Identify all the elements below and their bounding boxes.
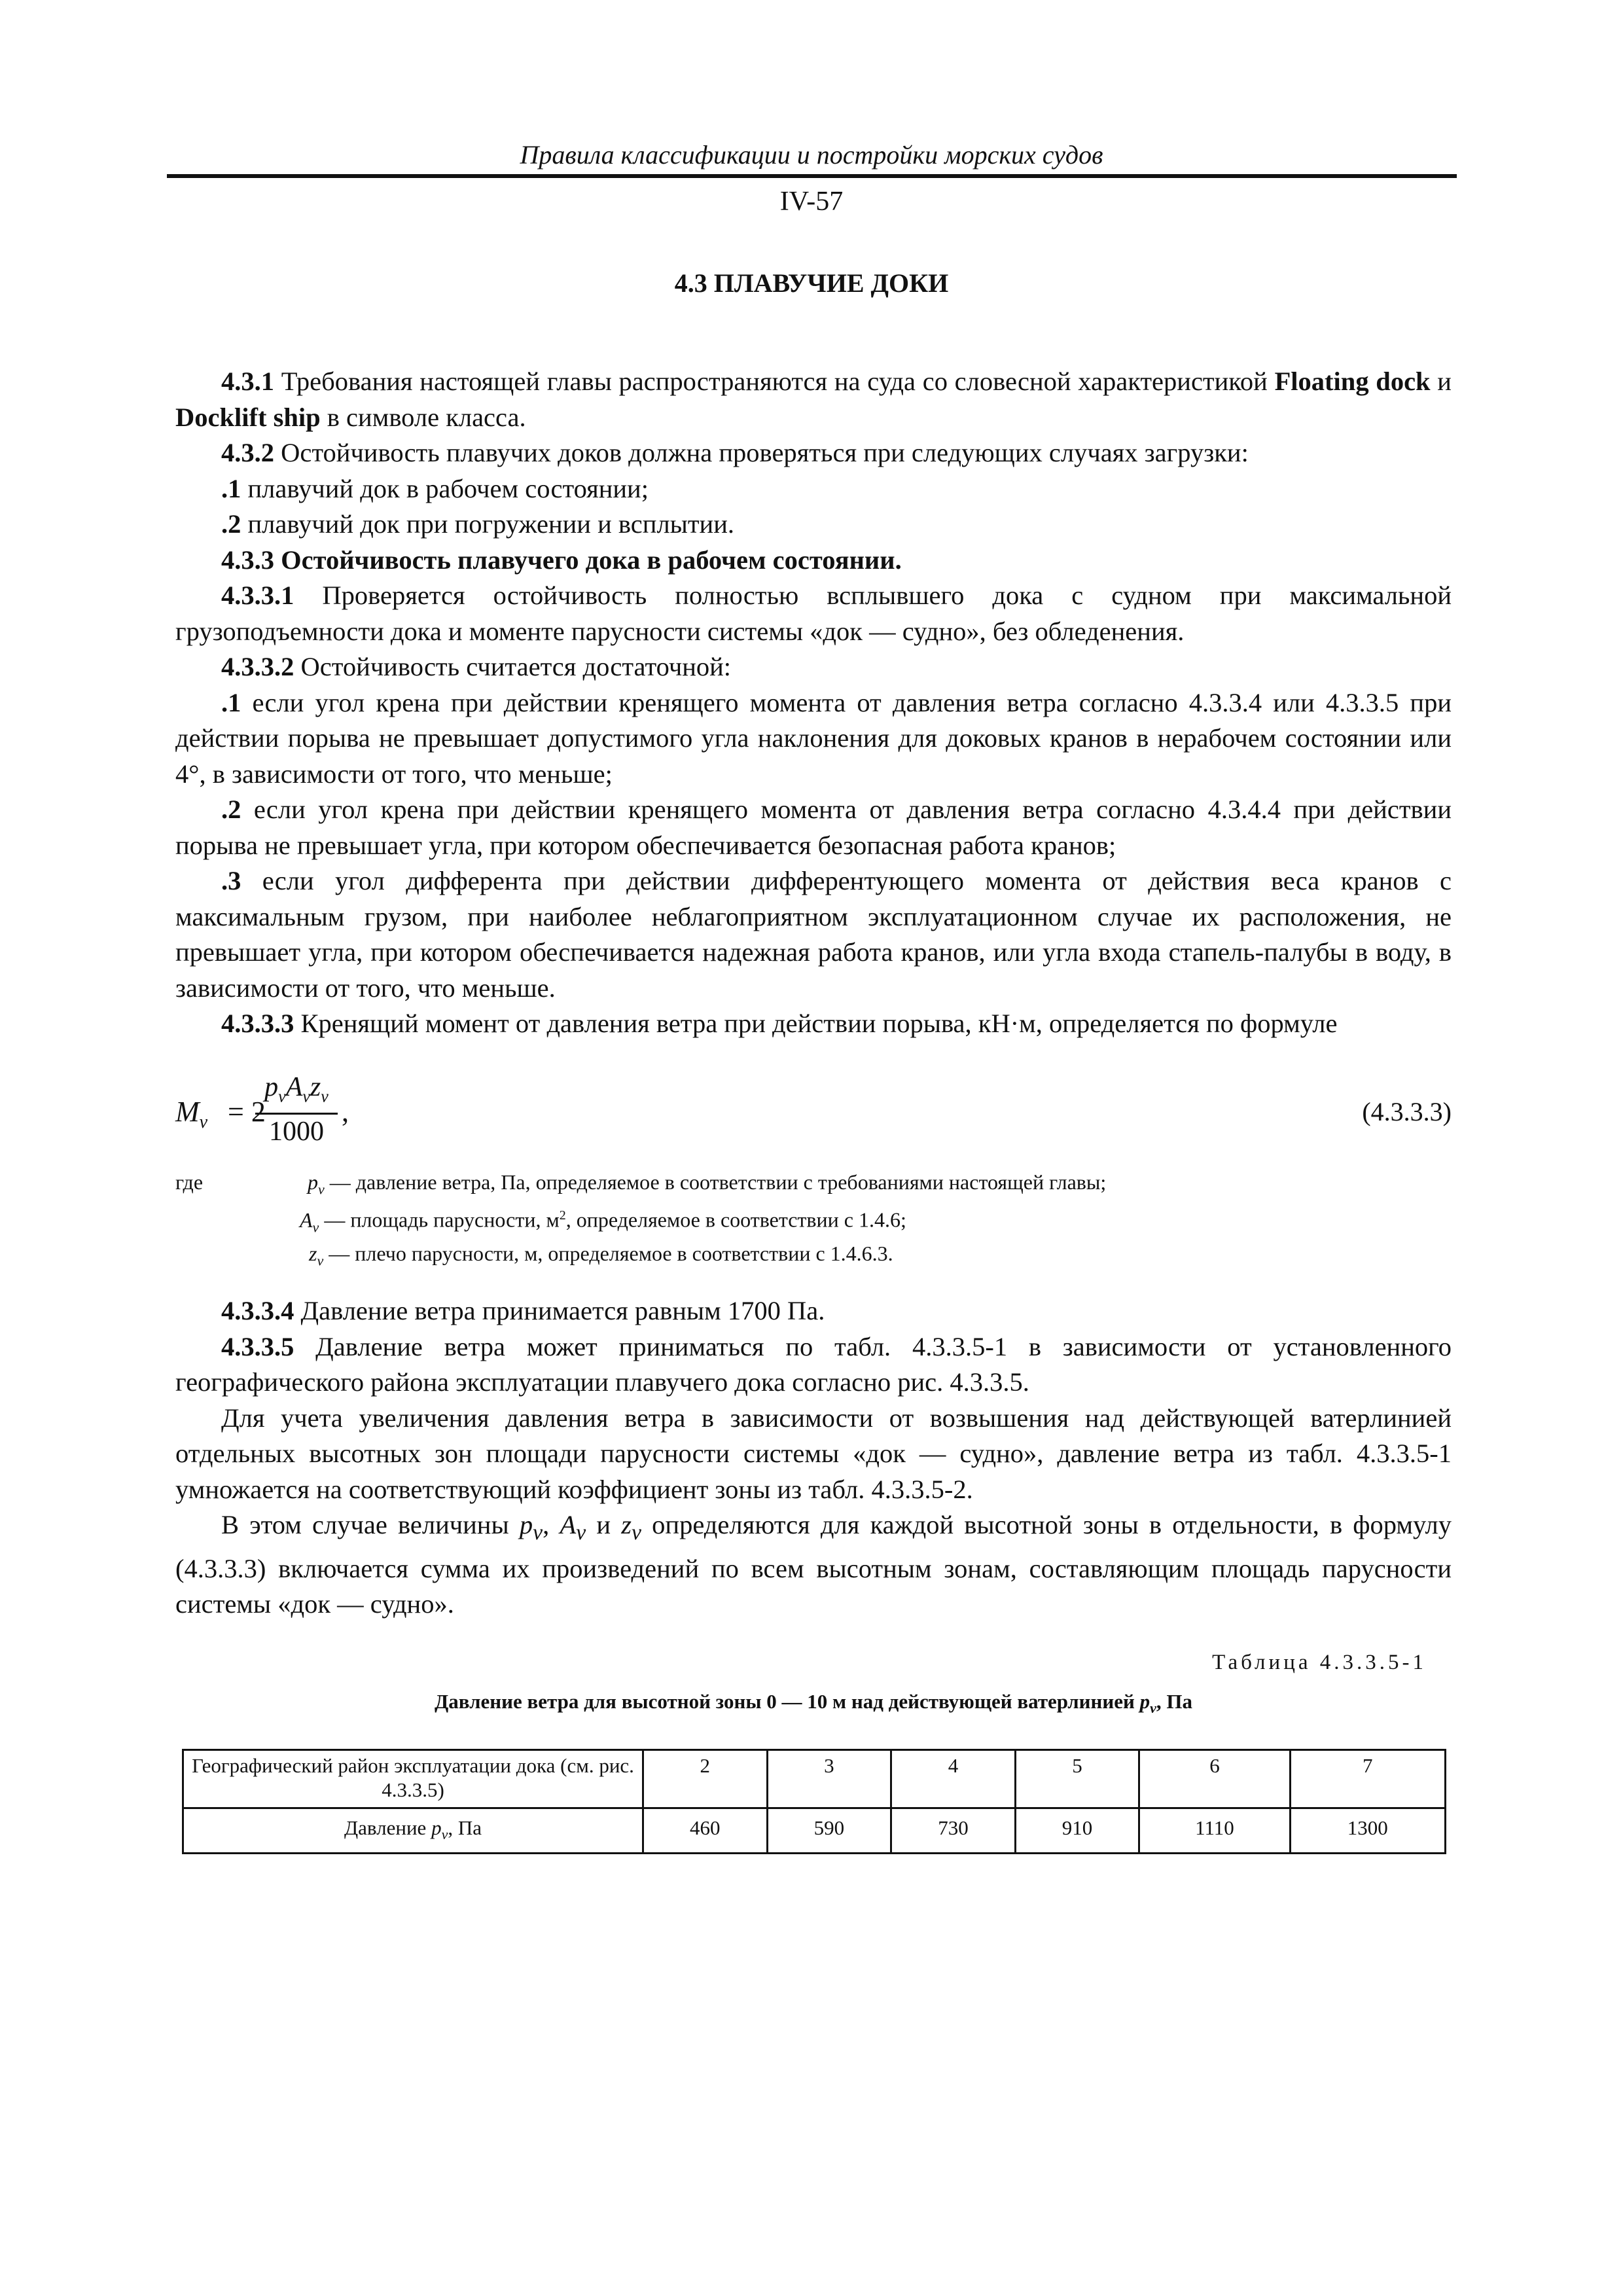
table-cell: 730 — [891, 1808, 1016, 1854]
table-title: Давление ветра для высотной зоны 0 — 10 м над действующей ватерлинией $p_v$, Па — [434, 1690, 1193, 1717]
list-item — [175, 685, 1452, 793]
table-cell: 1110 — [1139, 1808, 1290, 1854]
paragraph-4-3-2 — [175, 435, 1452, 471]
paragraph-height-zones-sum: В этом случае величины $p_v$, $A_v$ и $z_v$ определяются для каждой высотной зоны в отдельности, в формулу (4.3.3.3) включается сумма их произведений по всем высотным зонам, составляющим площадь парусности системы «док — судно». — [175, 1510, 1452, 1619]
table-cell: 2 — [643, 1750, 768, 1808]
table-row — [183, 1750, 1446, 1808]
paragraph-text: Остойчивость плавучих доков должна проверяться при следующих случаях загрузки: — [274, 438, 1249, 467]
table-row-header: Давление $p_v$, Па — [183, 1808, 643, 1854]
heading-text: 4.3.3 Остойчивость плавучего дока в рабочем состоянии. — [221, 545, 902, 575]
table-cell: 1300 — [1290, 1808, 1445, 1854]
clause-number: 4.3.3.3 — [221, 1009, 294, 1038]
item-text: если угол крена при действии кренящего момента от давления ветра согласно 4.3.4.4 при действии порыва не превышает угла, при котором обеспечивается безопасная работа кранов; — [175, 795, 1452, 860]
clause-number: 4.3.3.5 — [221, 1331, 294, 1361]
table-cell: 6 — [1139, 1750, 1290, 1808]
item-text: плавучий док в рабочем состоянии; — [241, 473, 649, 503]
paragraph-text: Давление ветра может приниматься по табл. 4.3.3.5-1 в зависимости от установленного географического района эксплуатации плавучего дока согласно рис. 4.3.3.5. — [175, 1331, 1452, 1397]
item-text: если угол дифферента при действии дифферентующего момента от действия веса кранов с максимальным грузом, при наиболее неблагоприятном эксплуатационном случае их расположения, не превышает угла, при котором обеспечивается надежная работа кранов, или угла входа стапель-палубы в воду, в зависимости от того, что меньше. — [175, 866, 1452, 1003]
clause-number: 4.3.3.4 — [221, 1296, 294, 1326]
table-cell: 7 — [1290, 1750, 1445, 1808]
clause-number: 4.3.2 — [221, 438, 274, 467]
item-number: .3 — [221, 866, 241, 895]
item-number: .1 — [221, 687, 241, 717]
formula-denominator: 1000 — [269, 1116, 324, 1147]
formula-numerator: $p_vA_vz_v$ — [255, 1071, 338, 1115]
formula-4-3-3-3 — [175, 1071, 1452, 1149]
table-row-header: Географический район эксплуатации дока (см. рис. 4.3.3.5) — [183, 1750, 643, 1808]
paragraph-text: Проверяется остойчивость полностью всплывшего дока с судном при максимальной грузоподъемности дока и моменте парусности системы «док — судно», без обледенения. — [175, 581, 1452, 646]
item-number: .2 — [221, 795, 241, 824]
table-cell: 910 — [1015, 1808, 1139, 1854]
table-cell: 5 — [1015, 1750, 1139, 1808]
keyword-docklift-ship: Docklift ship — [175, 402, 321, 432]
item-text: плавучий док при погружении и всплытии. — [241, 509, 735, 539]
clause-number: 4.3.1 — [221, 367, 274, 396]
paragraph-4-3-3-2 — [175, 649, 1452, 685]
item-text: если угол крена при действии кренящего момента от давления ветра согласно 4.3.3.4 или 4.3.3.5 при действии порыва не превышает допустимого угла наклонения для доковых кранов в нерабочем состоянии или 4°, в зависимости от того, что меньше; — [175, 687, 1452, 789]
definition-av: $A_v$ — площадь парусности, $м^2$, определяемое в соответствии с 1.4.6; — [300, 1208, 906, 1235]
table-cell: 4 — [891, 1750, 1016, 1808]
paragraph-4-3-3-4 — [175, 1293, 1452, 1329]
paragraph-4-3-1 — [175, 364, 1452, 435]
list-item — [175, 507, 1452, 543]
paragraph-text: и — [1430, 367, 1452, 396]
page-number: IV-57 — [779, 187, 844, 217]
paragraph-text: Требования настоящей главы распространяются на суда со словесной характеристикой — [274, 367, 1275, 396]
formula-fraction — [255, 1071, 338, 1149]
subsection-heading-4-3-3 — [175, 543, 1452, 579]
paragraph-4-3-3-3 — [175, 1006, 1452, 1042]
section-title: 4.3 ПЛАВУЧИЕ ДОКИ — [674, 268, 949, 298]
body-text — [175, 364, 1452, 1854]
clause-number: 4.3.3.2 — [221, 652, 294, 681]
table-cell: 460 — [643, 1808, 768, 1854]
paragraph-4-3-3-5 — [175, 1329, 1452, 1401]
list-item — [175, 471, 1452, 507]
paragraph-text: Кренящий момент от давления ветра при действии порыва, кН·м, определяется по формуле — [294, 1009, 1338, 1038]
table-cell: 590 — [767, 1808, 891, 1854]
item-number: .2 — [221, 509, 241, 539]
formula-lhs: $M_v$ — [175, 1095, 208, 1132]
list-item — [175, 792, 1452, 863]
formula-definitions — [175, 1169, 1452, 1274]
header-rule — [167, 174, 1457, 178]
table-label: Таблица 4.3.3.5-1 — [1212, 1650, 1427, 1674]
paragraph-text: Давление ветра принимается равным 1700 Па. — [294, 1296, 825, 1326]
table-cell: 3 — [767, 1750, 891, 1808]
keyword-floating-dock: Floating dock — [1274, 367, 1431, 396]
paragraph-height-zones: Для учета увеличения давления ветра в зависимости от возвышения над действующей ватерлинией отдельных высотных зон площади парусности системы «док — судно», давление ветра из табл. 4.3.3.5-1 умножается на соответствующий коэффициент зоны из табл. 4.3.3.5-2. — [175, 1403, 1452, 1504]
formula-comma: , — [342, 1095, 349, 1128]
definition-zv: $z_v$ — плечо парусности, м, определяемое в соответствии с 1.4.6.3. — [309, 1241, 893, 1269]
item-number: .1 — [221, 473, 241, 503]
paragraph-text: в символе класса. — [320, 402, 526, 432]
clause-number: 4.3.3.1 — [221, 581, 294, 610]
definition-pv: $p_v$ — давление ветра, Па, определяемое в соответствии с требованиями настоящей главы; — [308, 1170, 1107, 1197]
running-title: Правила классификации и постройки морских судов — [520, 140, 1103, 170]
list-item — [175, 863, 1452, 1006]
table-row — [183, 1808, 1446, 1854]
where-label: где — [175, 1170, 204, 1194]
wind-pressure-table — [182, 1749, 1446, 1854]
paragraph-4-3-3-1 — [175, 578, 1452, 649]
formula-number: (4.3.3.3) — [1362, 1096, 1452, 1126]
paragraph-text: Остойчивость считается достаточной: — [294, 652, 732, 681]
formula-coefficient: = 2 — [228, 1095, 266, 1128]
